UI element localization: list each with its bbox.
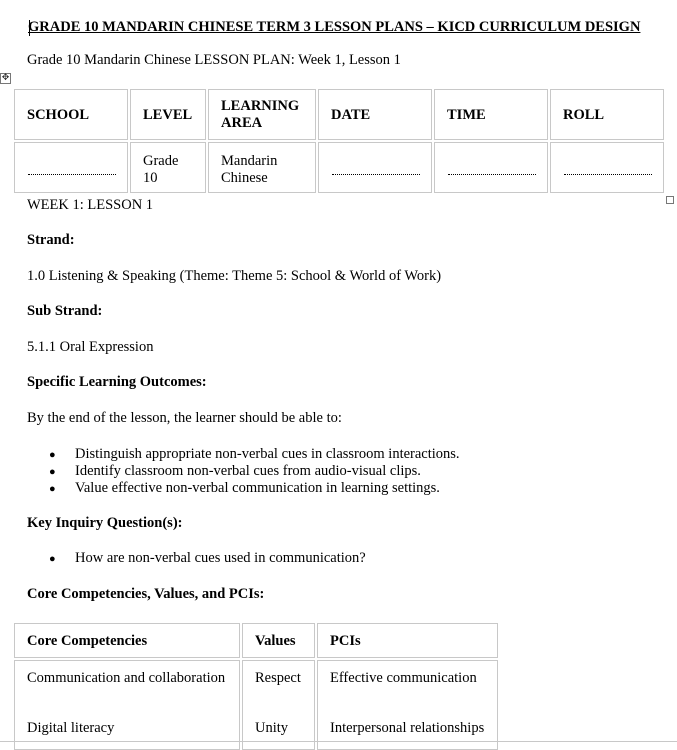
sub-strand-heading: Sub Strand: (27, 303, 103, 319)
bullet-icon: ● (49, 466, 56, 478)
header-roll: ROLL (563, 107, 605, 123)
area-line-1: Mandarin (221, 153, 278, 169)
sub-strand-text: 5.1.1 Oral Expression (27, 339, 154, 355)
outcome-text: Value effective non-verbal communication in learning settings. (75, 480, 440, 496)
header-cell-school (14, 89, 128, 140)
comp-pcis-row-2: Interpersonal relationships (330, 720, 485, 736)
table-resize-handle-icon[interactable] (666, 196, 674, 204)
header-level: LEVEL (143, 107, 193, 123)
comp-header-cell-values (242, 623, 315, 658)
comp-cell-values (242, 660, 315, 750)
document-title: GRADE 10 MANDARIN CHINESE TERM 3 LESSON PLANS – KICD CURRICULUM DESIGN (28, 19, 641, 35)
value-cell-school[interactable] (14, 142, 128, 193)
school-blank-line (28, 174, 116, 175)
header-learning-area: LEARNING AREA (221, 98, 300, 131)
header-cell-level (130, 89, 206, 140)
value-cell-time[interactable] (434, 142, 548, 193)
page-bottom-border (0, 741, 677, 742)
strand-text: 1.0 Listening & Speaking (Theme: Theme 5: School & World of Work) (27, 268, 442, 284)
competencies-heading: Core Competencies, Values, and PCIs: (27, 586, 265, 602)
value-cell-level (130, 142, 206, 193)
inquiry-heading: Key Inquiry Question(s): (27, 515, 183, 531)
inquiry-item (49, 550, 366, 568)
roll-blank-line (564, 174, 652, 175)
comp-values-row-2: Unity (255, 720, 289, 736)
outcomes-heading: Specific Learning Outcomes: (27, 374, 207, 390)
outcome-text: Identify classroom non-verbal cues from audio-visual clips. (75, 463, 421, 479)
week-lesson-label: WEEK 1: LESSON 1 (27, 197, 154, 213)
comp-header-cell-core (14, 623, 240, 658)
comp-header-pcis: PCIs (330, 633, 361, 649)
comp-core-row-1: Communication and collaboration (27, 670, 226, 686)
level-line-2: 10 (143, 170, 158, 186)
time-blank-line (448, 174, 536, 175)
outcomes-intro: By the end of the lesson, the learner should be able to: (27, 410, 342, 426)
outcome-text: Distinguish appropriate non-verbal cues in classroom interactions. (75, 446, 460, 462)
header-cell-date (318, 89, 432, 140)
strand-heading: Strand: (27, 232, 75, 248)
comp-core-row-2: Digital literacy (27, 720, 115, 736)
outcome-item (49, 480, 440, 498)
level-line-1: Grade (143, 153, 179, 169)
header-cell-time (434, 89, 548, 140)
comp-pcis-row-1: Effective communication (330, 670, 477, 686)
bullet-icon: ● (49, 483, 56, 495)
header-time: TIME (447, 107, 486, 123)
area-line-2: Chinese (221, 170, 268, 186)
header-cell-learning-area (208, 89, 316, 140)
bullet-icon: ● (49, 553, 56, 565)
inquiry-text: How are non-verbal cues used in communication? (75, 550, 366, 566)
lesson-plan-subtitle: Grade 10 Mandarin Chinese LESSON PLAN: Week 1, Lesson 1 (27, 52, 401, 68)
comp-values-row-1: Respect (255, 670, 301, 686)
outcome-item (49, 463, 421, 481)
outcome-item (49, 446, 460, 464)
date-blank-line (332, 174, 420, 175)
bullet-icon: ● (49, 449, 56, 461)
comp-header-cell-pcis (317, 623, 498, 658)
header-date: DATE (331, 107, 371, 123)
comp-cell-pcis (317, 660, 498, 750)
comp-header-core: Core Competencies (27, 633, 148, 649)
header-cell-roll (550, 89, 664, 140)
table-move-handle-icon[interactable]: ✥ (1, 73, 10, 83)
value-cell-roll[interactable] (550, 142, 664, 193)
header-school: SCHOOL (27, 107, 90, 123)
value-cell-learning-area (208, 142, 316, 193)
value-cell-date[interactable] (318, 142, 432, 193)
comp-header-values: Values (255, 633, 296, 649)
comp-cell-core (14, 660, 240, 750)
